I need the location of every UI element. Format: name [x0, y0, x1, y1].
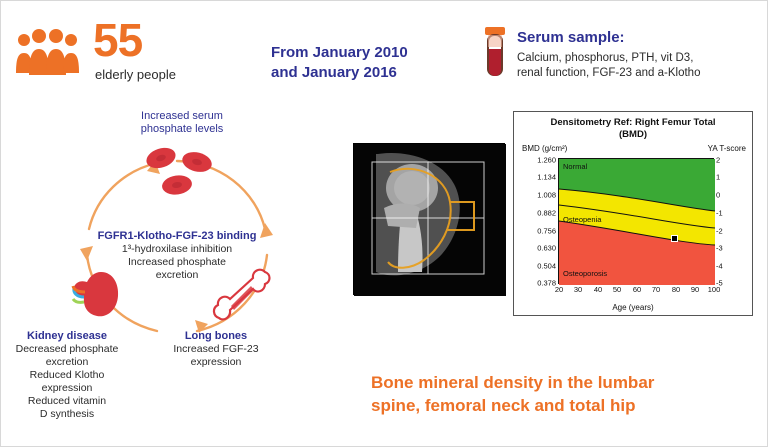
y2tick: -2	[716, 226, 723, 236]
chart-ylabel: BMD (g/cm²)	[522, 144, 568, 153]
label-long-bones	[151, 330, 281, 369]
blood-sample-tube-icon	[481, 25, 509, 81]
label-title: Kidney disease	[26, 330, 108, 342]
phosphate-cycle-diagram	[1, 96, 351, 448]
label-line: phosphate levels	[140, 123, 224, 135]
label-increased-serum-phosphate	[107, 110, 257, 136]
study-dates-line1: From January 2010	[271, 44, 408, 61]
xtick: 70	[651, 285, 661, 294]
y2tick: 0	[716, 190, 721, 200]
label-line: Increased phosphate	[127, 256, 227, 268]
ytick: 0.756	[537, 226, 556, 236]
y2tick: -1	[716, 208, 723, 218]
study-dates-line2: and January 2016	[271, 64, 397, 81]
elderly-count: 55	[93, 14, 143, 66]
chart-title-line2: (BMD)	[619, 129, 647, 140]
chart-y2label: YA T-score	[707, 144, 746, 153]
label-line: Reduced vitamin	[27, 395, 107, 407]
label-title: FGFR1-Klotho-FGF-23 binding	[97, 230, 257, 242]
xtick: 30	[573, 285, 583, 294]
label-line: excretion	[45, 356, 89, 368]
label-line: Decreased phosphate	[15, 343, 119, 355]
serum-sample-title: Serum sample:	[517, 29, 625, 46]
xtick: 60	[632, 285, 642, 294]
ytick: 1.008	[537, 190, 556, 200]
caption-line1: Bone mineral density in the lumbar	[371, 373, 655, 392]
label-line: Increased serum	[141, 110, 223, 122]
label-title: Long bones	[184, 330, 248, 342]
chart-plot-area	[537, 155, 723, 294]
ytick: 0.882	[537, 208, 556, 218]
caption-line2: spine, femoral neck and total hip	[371, 396, 636, 415]
hip-dxa-scan-image	[353, 143, 505, 295]
densitometry-panel	[353, 111, 753, 316]
red-blood-cells-icon	[139, 144, 229, 207]
elderly-count-label: elderly people	[95, 67, 176, 82]
ytick: 1.260	[537, 155, 556, 165]
ytick: 1.134	[537, 172, 556, 182]
label-line: excretion	[155, 269, 199, 281]
zone-label-normal: Normal	[563, 162, 588, 171]
xtick: 40	[593, 285, 603, 294]
chart-xlabel: Age (years)	[612, 303, 654, 312]
y2tick: -5	[716, 278, 723, 288]
chart-title	[514, 117, 752, 141]
xtick: 100	[707, 285, 721, 294]
y2tick: -4	[716, 261, 723, 271]
y2tick: 1	[716, 172, 721, 182]
serum-items-line2: renal function, FGF-23 and a-Klotho	[517, 67, 701, 79]
ytick: 0.504	[537, 261, 556, 271]
xtick: 20	[554, 285, 564, 294]
xtick: 90	[690, 285, 700, 294]
serum-sample-items	[517, 51, 757, 81]
ytick: 0.378	[537, 278, 556, 288]
femur-bone-icon	[209, 266, 273, 328]
label-line: 1³-hydroxilase inhibition	[121, 243, 233, 255]
ytick: 0.630	[537, 243, 556, 253]
label-line: Increased FGF-23	[173, 343, 259, 355]
zone-label-osteopenia: Osteopenia	[563, 215, 602, 224]
zone-label-osteoporosis: Osteoporosis	[563, 269, 608, 278]
patient-data-point	[671, 235, 678, 242]
label-line: expression	[41, 382, 93, 394]
xtick: 50	[612, 285, 622, 294]
study-dates	[271, 43, 441, 83]
label-line: D synthesis	[39, 408, 95, 420]
label-line: Reduced Klotho	[29, 369, 105, 381]
label-line: expression	[190, 356, 242, 368]
y2tick: 2	[716, 155, 721, 165]
kidney-icon	[63, 266, 123, 324]
bottom-caption	[371, 371, 761, 417]
xtick: 80	[671, 285, 681, 294]
chart-title-line1: Densitometry Ref: Right Femur Total	[550, 117, 716, 128]
bmd-reference-chart	[513, 111, 753, 316]
label-kidney-disease	[5, 330, 129, 421]
people-group-icon	[15, 27, 81, 79]
serum-items-line1: Calcium, phosphorus, PTH, vit D3,	[517, 52, 694, 64]
y2tick: -3	[716, 243, 723, 253]
